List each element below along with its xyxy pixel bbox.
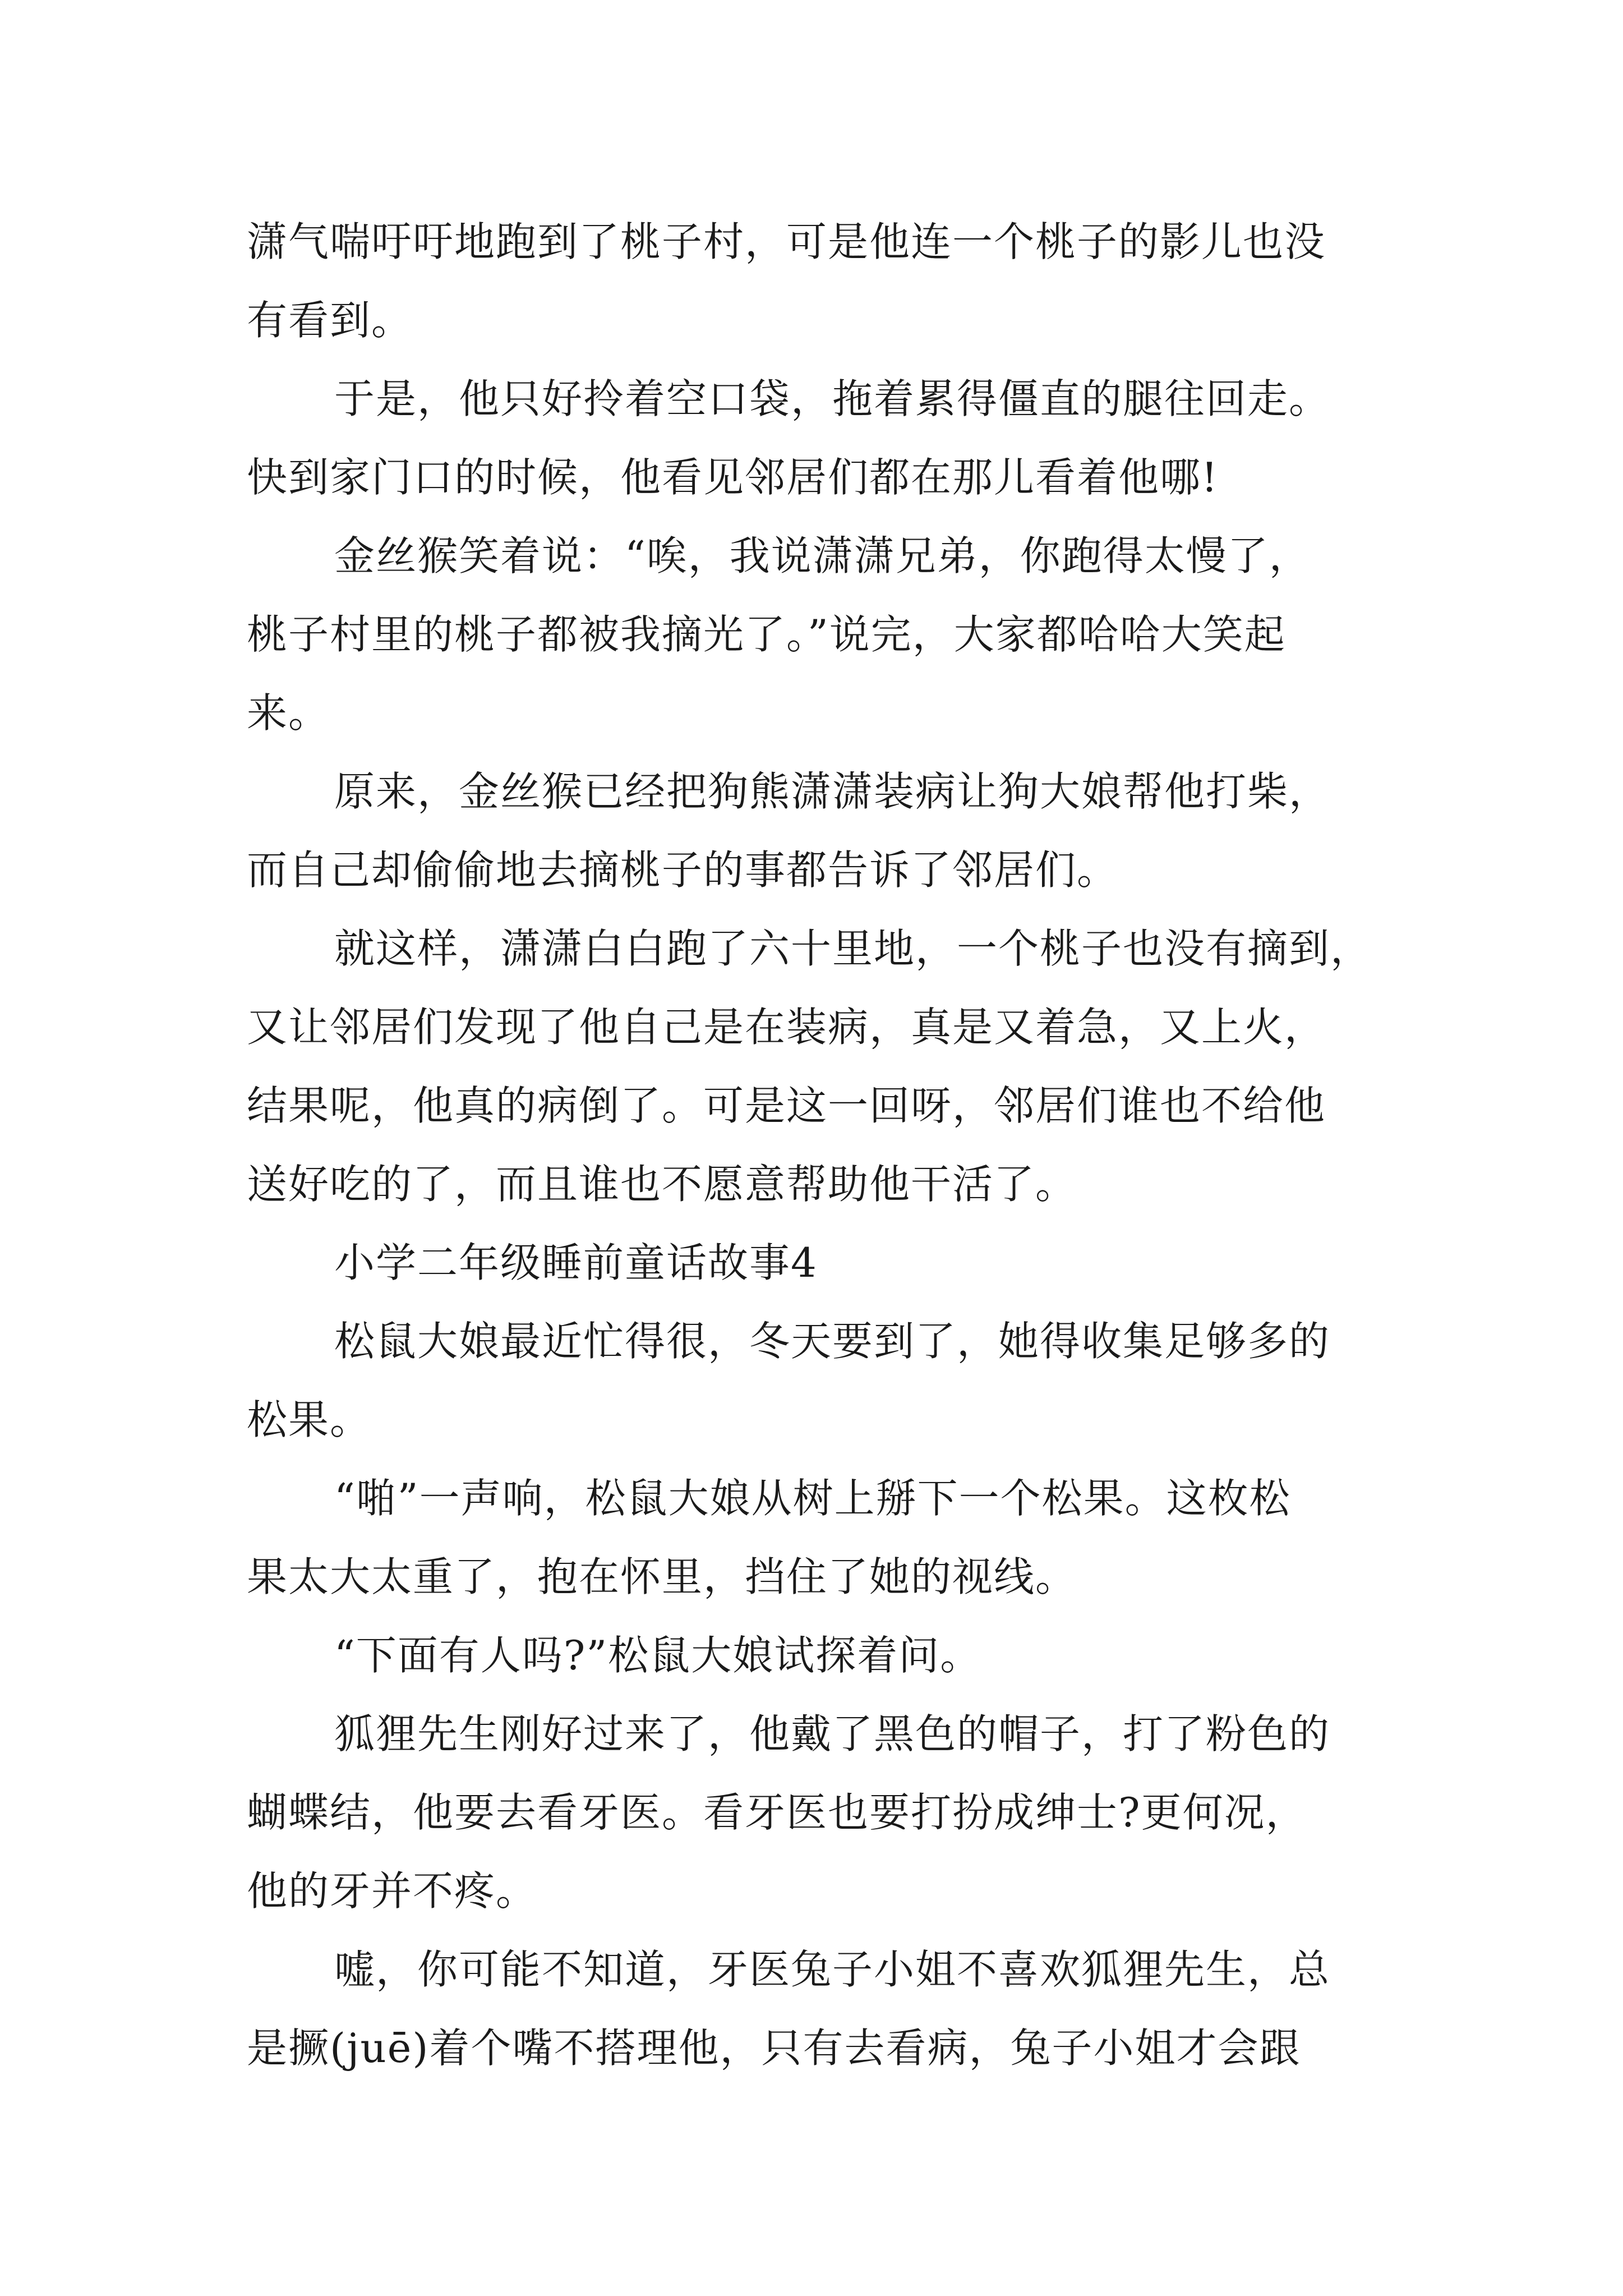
text-line: 结果呢，他真的病倒了。可是这一回呀，邻居们谁也不给他 bbox=[247, 1082, 1326, 1129]
text-line: 有看到。 bbox=[247, 297, 413, 344]
text-line: 金丝猴笑着说：“唉，我说潇潇兄弟，你跑得太慢了， bbox=[334, 532, 1311, 579]
text-line: 而自己却偷偷地去摘桃子的事都告诉了邻居们。 bbox=[247, 846, 1119, 894]
text-line: 原来，金丝猴已经把狗熊潇潇装病让狗大娘帮他打柴， bbox=[334, 768, 1331, 815]
text-line: 送好吃的了，而且谁也不愿意帮助他干活了。 bbox=[247, 1161, 1077, 1208]
text-line: 他的牙并不疼。 bbox=[247, 1867, 538, 1915]
text-line: 是撅(juē)着个嘴不搭理他，只有去看病，兔子小姐才会跟 bbox=[247, 2024, 1301, 2072]
text-line: “下面有人吗?”松鼠大娘试探着问。 bbox=[334, 1632, 982, 1679]
text-line: 嘘，你可能不知道，牙医兔子小姐不喜欢狐狸先生，总 bbox=[334, 1946, 1331, 1993]
text-line: 又让邻居们发现了他自己是在装病，真是又着急，又上火， bbox=[247, 1004, 1326, 1051]
text-line: 狐狸先生刚好过来了，他戴了黑色的帽子，打了粉色的 bbox=[334, 1710, 1331, 1757]
text-line: 蝴蝶结，他要去看牙医。看牙医也要打扮成绅士?更何况， bbox=[247, 1789, 1307, 1836]
text-line: 桃子村里的桃子都被我摘光了。”说完，大家都哈哈大笑起 bbox=[247, 611, 1286, 658]
text-line: 松果。 bbox=[247, 1396, 372, 1443]
text-line: 快到家门口的时候，他看见邻居们都在那儿看着他哪! bbox=[247, 454, 1219, 501]
text-line: “啪”一声响，松鼠大娘从树上掰下一个松果。这枚松 bbox=[334, 1475, 1291, 1522]
section-title: 小学二年级睡前童话故事4 bbox=[334, 1239, 818, 1286]
text-line: 松鼠大娘最近忙得很，冬天要到了，她得收集足够多的 bbox=[334, 1318, 1331, 1365]
text-line: 来。 bbox=[247, 689, 330, 737]
text-line: 就这样，潇潇白白跑了六十里地，一个桃子也没有摘到， bbox=[334, 925, 1372, 972]
text-line: 潇气喘吁吁地跑到了桃子村，可是他连一个桃子的影儿也没 bbox=[247, 218, 1326, 265]
text-line: 于是，他只好拎着空口袋，拖着累得僵直的腿往回走。 bbox=[334, 375, 1331, 422]
text-line: 果太大太重了，抱在怀里，挡住了她的视线。 bbox=[247, 1553, 1077, 1600]
